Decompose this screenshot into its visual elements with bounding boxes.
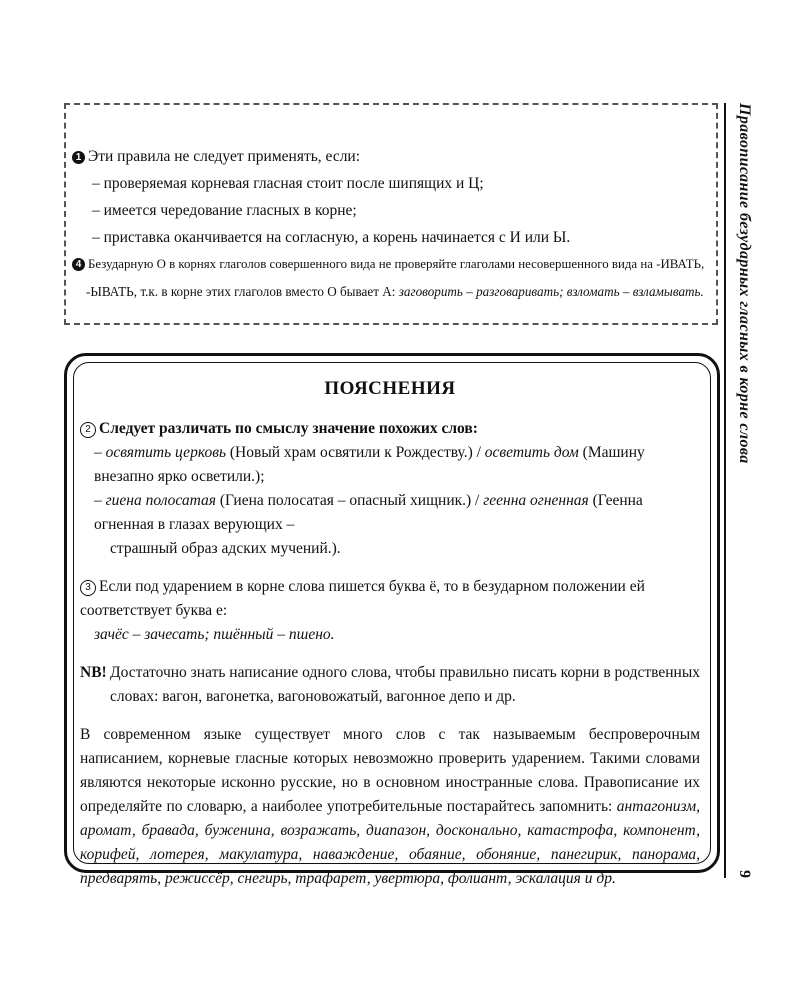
explanation-3-examples: зачёс – зачесать; пшённый – пшено.	[94, 626, 335, 643]
paronym-row: – освятить церковь (Новый храм освятили к Рождеству.) / осветить дом (Машину внезапно ярко осветили.);	[94, 444, 645, 485]
note-4-cont	[72, 278, 702, 305]
vocabulary-intro: В современном языке существует много слов с так называемым беспроверочным написанием, корневые гласные которых невозможно проверить ударением. Такими словами являются некоторые исконно русские, но в основном иностранные слова. Правописание их определяйте по словарю, а наиболее употребительные постарайтесь запомнить:	[80, 726, 700, 815]
explanation-2-marker: 2	[80, 422, 96, 438]
note-4-marker: 4	[72, 258, 85, 271]
paronym-note: (Новый храм освятили к Рождеству.) /	[226, 444, 485, 461]
explanations-title: ПОЯСНЕНИЯ	[324, 378, 456, 399]
paronym-word: освятить церковь	[105, 444, 227, 461]
explanation-3-marker: 3	[80, 580, 96, 596]
paronym-note: (Машину внезапно ярко осветили.);	[94, 444, 645, 485]
nb-note	[80, 661, 700, 709]
running-title: Правописание безударных гласных в корне слова	[736, 103, 753, 464]
explanation-3	[80, 575, 700, 647]
paronym-row: – гиена полосатая (Гиена полосатая – опасный хищник.) / геенна огненная (Геенна огненная в глазах верующих –	[94, 492, 643, 533]
note-4-examples: заговорить – разговаривать; взломать – взламывать.	[398, 284, 704, 299]
paronym-word: геенна огненная	[483, 492, 589, 509]
note-1-item: – имеется чередование гласных в корне;	[92, 202, 357, 219]
explanations-box	[73, 362, 711, 887]
nb-label: NB!	[80, 664, 107, 681]
note-1-intro: Эти правила не следует применять, если:	[88, 148, 361, 165]
paronym-row-continued: страшный образ адских мучений.).	[110, 540, 341, 557]
paronym-note: (Геенна огненная в глазах верующих –	[94, 492, 643, 533]
note-1-item: – проверяемая корневая гласная стоит после шипящих и Ц;	[92, 175, 484, 192]
note-4	[72, 251, 705, 278]
explanation-2-heading: Следует различать по смыслу значение похожих слов:	[99, 420, 478, 437]
note-1-marker: 1	[72, 151, 85, 164]
explanations-frame	[64, 353, 720, 887]
paronym-note: (Гиена полосатая – опасный хищник.) /	[216, 492, 484, 509]
explanation-3-text: Если под ударением в корне слова пишется буква ё, то в безударном положении ей соответствует буква е:	[80, 578, 645, 619]
running-header	[729, 103, 753, 878]
note-4-line2: -ЫВАТЬ, т.к. в корне этих глаголов вместо О бывает А:	[86, 284, 396, 299]
page-number: 9	[736, 869, 753, 878]
nb-text: Достаточно знать написание одного слова, чтобы правильно писать корни в родственных словах: вагон, вагонетка, вагоновожатый, вагонное депо и др.	[110, 664, 700, 705]
explanation-2	[80, 417, 700, 561]
note-4-line1: Безударную О в корнях глаголов совершенного вида не проверяйте глаголами несовершенного вида на -ИВАТЬ,	[88, 257, 705, 271]
paronym-word: гиена полосатая	[105, 492, 216, 509]
paronym-word: осветить дом	[484, 444, 579, 461]
vocabulary-words: антагонизм, аромат, бравада, буженина, возражать, диапазон, досконально, катастрофа, компонент, корифей, лотерея, макулатура, наваждение, обаяние, обоняние, панегирик, панорама, предварять, режиссёр, снегирь, трафарет, увертюра, фолиант, эскалация и др.	[80, 798, 700, 887]
side-divider	[724, 103, 726, 878]
note-1-item: – приставка оканчивается на согласную, а корень начинается с И или Ы.	[92, 229, 571, 246]
rules-exceptions-box	[64, 103, 718, 325]
note-1	[72, 143, 702, 170]
vocabulary-paragraph	[80, 723, 700, 891]
